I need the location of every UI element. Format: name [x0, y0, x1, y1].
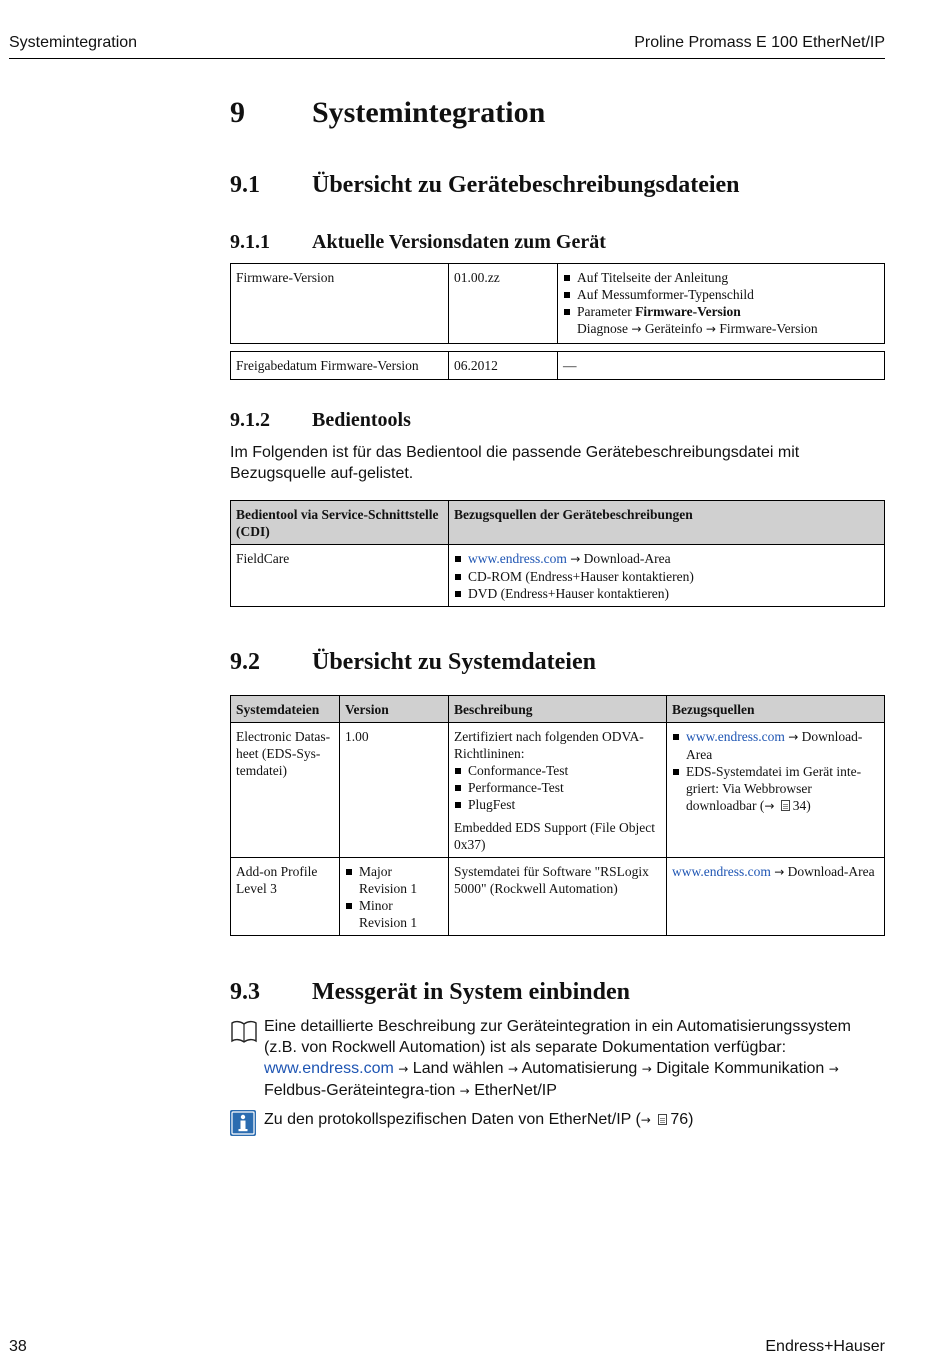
table-cell	[449, 723, 667, 858]
endress-link[interactable]: www.endress.com	[468, 551, 567, 566]
column-header: Bedientool via Service-Schnittstelle (CDI)	[231, 501, 449, 545]
page-ref-icon	[658, 1114, 667, 1125]
page-ref-icon	[781, 800, 790, 811]
table-cell: 01.00.zz	[449, 264, 558, 344]
table-cell	[558, 264, 885, 344]
param-prefix: Parameter	[577, 304, 636, 319]
table-cell	[340, 858, 449, 936]
note-text: Eine detaillierte Beschreibung zur Geräteintegration in ein Automatisierungssystem (z.B. von Rockwell Automation) ist als separate Dokumentation verfügbar:	[264, 1018, 851, 1056]
arrow-icon: →	[774, 865, 785, 879]
note-close: )	[688, 1111, 694, 1128]
section-number: 9.3	[230, 979, 260, 1005]
column-header: Beschreibung	[449, 696, 667, 723]
list-item	[454, 550, 879, 568]
arrow-icon: →	[631, 322, 642, 336]
table-row	[231, 545, 885, 607]
endress-link[interactable]: www.endress.com	[686, 729, 785, 744]
table-row	[231, 352, 885, 380]
path-item: Automatisierung	[521, 1060, 638, 1077]
firmware-version-table	[230, 263, 885, 344]
book-icon	[230, 1020, 258, 1049]
list-item: EDS-Systemdatei im Gerät inte-griert: Via Webbrowser downloadbar (→ 34)	[672, 763, 879, 815]
arrow-icon: →	[705, 322, 716, 336]
table-cell: Systemdatei für Software "RSLogix 5000" (Rockwell Automation)	[449, 858, 667, 936]
table-cell: Freigabedatum Firmware-Version	[231, 352, 449, 380]
path-item: Land wählen	[412, 1060, 504, 1077]
footer-brand: Endress+Hauser	[765, 1338, 885, 1355]
section-title: Bedientools	[312, 409, 411, 431]
list-item: Auf Titelseite der Anleitung	[563, 269, 879, 286]
protocol-note	[264, 1109, 886, 1131]
section-title: Übersicht zu Gerätebeschreibungsdateien	[312, 172, 740, 198]
path-item: Feldbus-Geräteintegra-tion	[264, 1082, 456, 1099]
page-number: 38	[9, 1338, 27, 1355]
list-item: Performance-Test	[454, 779, 661, 796]
path-item: EtherNet/IP	[474, 1082, 557, 1099]
path-item: Digitale Kommunikation	[656, 1060, 825, 1077]
table-header-row	[231, 696, 885, 723]
list-item	[672, 728, 879, 763]
page-ref[interactable]: 76	[670, 1111, 689, 1128]
menu-path-item: Geräteinfo	[644, 321, 703, 336]
running-header-right: Proline Promass E 100 EtherNet/IP	[634, 34, 885, 51]
list-item: DVD (Endress+Hauser kontaktieren)	[454, 585, 879, 602]
section-number: 9.1	[230, 172, 260, 198]
arrow-icon: →	[398, 1062, 409, 1076]
bedientools-intro: Im Folgenden ist für das Bedientool die passende Gerätebeschreibungsdatei mit Bezugsquelle auf-gelistet.	[230, 444, 800, 482]
section-9-1-1-heading	[230, 231, 606, 254]
param-name: Firmware-Version	[635, 304, 741, 319]
table-header-row	[231, 501, 885, 545]
table-cell: FieldCare	[231, 545, 449, 607]
bedientools-table	[230, 500, 885, 607]
section-title: Aktuelle Versionsdaten zum Gerät	[312, 231, 606, 253]
table-cell: 1.00	[340, 723, 449, 858]
section-number: 9.1.1	[230, 231, 270, 253]
source-text: EDS-Systemdatei im Gerät inte-griert: Via Webbrowser downloadbar	[686, 764, 862, 813]
table-cell	[667, 723, 885, 858]
description-intro: Zertifiziert nach folgenden ODVA-Richtlininen:	[454, 729, 644, 761]
list-item: PlugFest	[454, 796, 661, 813]
endress-link[interactable]: www.endress.com	[672, 864, 771, 879]
menu-path-item: Firmware-Version	[719, 321, 818, 336]
column-header: Bezugsquellen der Gerätebeschreibungen	[449, 501, 885, 545]
section-title: Übersicht zu Systemdateien	[312, 649, 596, 675]
endress-link[interactable]: www.endress.com	[264, 1060, 394, 1077]
menu-path-item: Diagnose	[577, 321, 628, 336]
list-item: Conformance-Test	[454, 762, 661, 779]
list-item: Auf Messumformer-Typenschild	[563, 286, 879, 303]
table-cell: Electronic Datas-heet (EDS-Sys-temdatei)	[231, 723, 340, 858]
section-number: 9.1.2	[230, 409, 270, 431]
list-item: Minor Revision 1	[345, 897, 443, 931]
section-number: 9.2	[230, 649, 260, 675]
section-9-heading	[230, 96, 545, 130]
section-title: Messgerät in System einbinden	[312, 979, 630, 1005]
page-ref[interactable]: 34	[792, 798, 807, 813]
list-item: CD-ROM (Endress+Hauser kontaktieren)	[454, 568, 879, 585]
info-icon	[230, 1110, 256, 1141]
release-date-table	[230, 351, 885, 380]
column-header: Bezugsquellen	[667, 696, 885, 723]
column-header: Version	[340, 696, 449, 723]
systemdateien-table	[230, 695, 885, 936]
section-9-3-heading	[230, 979, 630, 1006]
arrow-icon: →	[459, 1084, 470, 1098]
arrow-icon: →	[508, 1062, 519, 1076]
table-cell	[667, 858, 885, 936]
section-9-1-heading	[230, 172, 740, 199]
arrow-icon: →	[640, 1113, 651, 1127]
table-row	[231, 723, 885, 858]
table-cell: Add-on Profile Level 3	[231, 858, 340, 936]
integration-note	[264, 1016, 886, 1102]
arrow-icon: →	[828, 1062, 839, 1076]
table-row	[231, 264, 885, 344]
link-suffix: Download-Area	[787, 864, 875, 879]
arrow-icon: →	[764, 799, 775, 813]
table-cell: —	[558, 352, 885, 380]
list-item: Major Revision 1	[345, 863, 443, 897]
arrow-icon: →	[570, 552, 581, 566]
table-cell: 06.2012	[449, 352, 558, 380]
section-title: Systemintegration	[312, 96, 546, 129]
section-9-2-heading	[230, 649, 596, 676]
link-suffix: Download-Area	[583, 551, 671, 566]
column-header: Systemdateien	[231, 696, 340, 723]
header-rule	[9, 58, 885, 59]
section-number: 9	[230, 96, 245, 129]
section-9-1-2-heading	[230, 409, 411, 432]
arrow-icon: →	[788, 730, 799, 744]
description-extra: Embedded EDS Support (File Object 0x37)	[454, 820, 655, 852]
table-cell: Firmware-Version	[231, 264, 449, 344]
link-suffix: Download-Area	[686, 729, 863, 762]
table-row	[231, 858, 885, 936]
table-cell	[449, 545, 885, 607]
arrow-icon: →	[641, 1062, 652, 1076]
list-item	[563, 303, 879, 338]
note-text: Zu den protokollspezifischen Daten von EtherNet/IP (	[264, 1111, 641, 1128]
running-header-left: Systemintegration	[9, 34, 138, 51]
